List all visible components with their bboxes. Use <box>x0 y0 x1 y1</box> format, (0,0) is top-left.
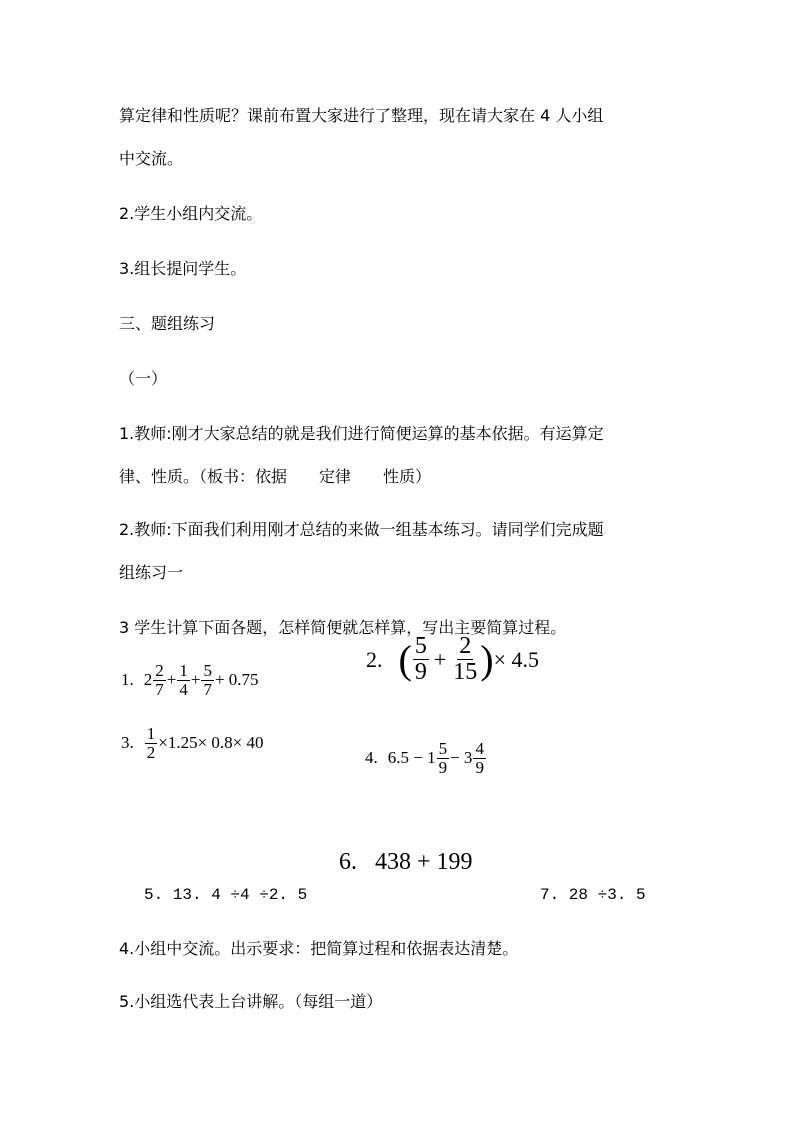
section-heading: 三、题组练习 <box>119 314 216 333</box>
problem-label: 3. <box>121 733 134 753</box>
subsection-heading: （一） <box>119 369 168 388</box>
right-paren: ) <box>480 636 494 682</box>
expression-tail: ×1.25× 0.8× 40 <box>158 733 264 753</box>
step-2: 2.学生小组内交流。 <box>119 204 263 223</box>
teacher-line-2: 2.教师:下面我们利用刚才总结的来做一组基本练习。请同学们完成题 <box>119 520 604 539</box>
fraction: $\frac{1}{2}$ <box>146 724 156 762</box>
expression-middle: − 3 <box>450 748 473 768</box>
problem-6 <box>339 849 473 876</box>
step-5: 5.小组选代表上台讲解。（每组一道） <box>119 992 383 1011</box>
problem-4 <box>365 740 487 777</box>
expression: 438 + 199 <box>375 849 473 875</box>
problem-7: 7. 28 ÷3. 5 <box>540 886 646 904</box>
expression-tail: × 4.5 <box>493 646 539 672</box>
operator: + <box>166 670 177 690</box>
fraction: $\frac{4}{9}$ <box>475 739 484 777</box>
fraction: $\frac{5}{9}$ <box>414 633 427 686</box>
step-4: 4.小组中交流。出示要求：把简算过程和依据表达清楚。 <box>119 939 519 958</box>
problem-label: 2. <box>366 646 383 672</box>
whole-number: 2 <box>143 670 153 690</box>
paragraph-line: 中交流。 <box>119 149 184 168</box>
problem-5: 5. 13. 4 ÷4 ÷2. 5 <box>144 886 308 904</box>
problem-label: 4. <box>365 748 378 768</box>
paragraph-line: 算定律和性质呢？课前布置大家进行了整理，现在请大家在 4 人小组 <box>119 106 604 125</box>
fraction: $\frac{5}{7}$ <box>203 661 212 699</box>
expression-tail: + 0.75 <box>214 670 259 690</box>
fraction: $\frac{2}{15}$ <box>453 633 478 686</box>
instruction-line: 3 学生计算下面各题，怎样简便就怎样算，写出主要简算过程。 <box>119 618 567 637</box>
problem-label: 6. <box>339 849 357 875</box>
fraction: $\frac{1}{4}$ <box>179 661 188 699</box>
fraction: $\frac{5}{9}$ <box>438 739 448 777</box>
problem-label: 1. <box>121 670 134 690</box>
operator: + <box>433 646 447 672</box>
teacher-line-1: 1.教师:刚才大家总结的就是我们进行简便运算的基本依据。有运算定 <box>119 424 604 443</box>
fraction: $\frac{2}{7}$ <box>155 661 164 699</box>
operator: + <box>190 670 201 690</box>
problem-3 <box>121 725 264 762</box>
teacher-line-1-cont: 律、性质。（板书：依据 定律 性质） <box>119 467 432 486</box>
step-3: 3.组长提问学生。 <box>119 259 247 278</box>
expression-head: 6.5 − 1 <box>387 748 436 768</box>
teacher-line-2-cont: 组练习一 <box>119 563 184 582</box>
problem-1 <box>121 662 259 699</box>
left-paren: ( <box>398 636 412 682</box>
problem-2 <box>366 634 539 685</box>
